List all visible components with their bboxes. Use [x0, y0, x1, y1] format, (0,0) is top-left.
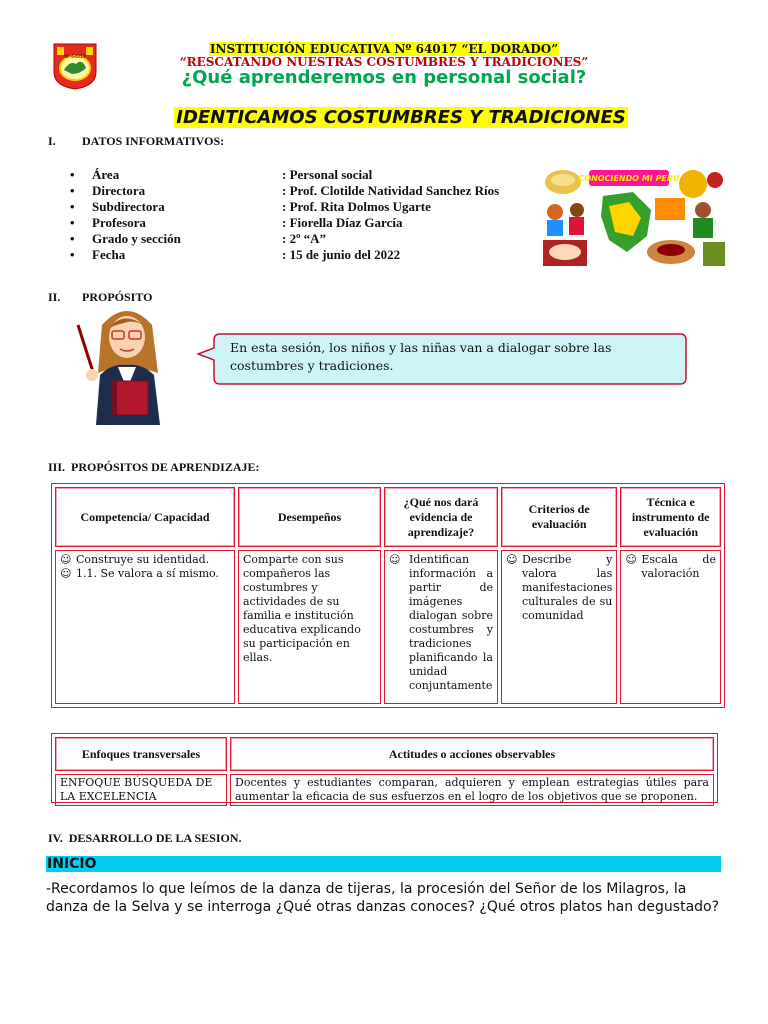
enfoque-cell: ENFOQUE BÚSQUEDA DE LA EXCELENCIA — [55, 774, 227, 806]
smiley-icon: ☺ — [625, 553, 637, 566]
list-item: • Fecha : 15 de junio del 2022 — [70, 247, 401, 262]
list-item: • Subdirectora : Prof. Rita Dolmos Ugarte — [70, 199, 431, 214]
svg-text:Nº 64017: Nº 64017 — [64, 55, 86, 60]
peru-culture-collage — [543, 166, 725, 266]
section-4-heading: IV. DESARROLLO DE LA SESION. — [48, 831, 242, 845]
table-header: Técnica e instrumento de evaluación — [620, 487, 721, 547]
inicio-paragraph: -Recordamos lo que leímos de la danza de tijeras, la procesión del Señor de los Milagros, la danza de la Selva y se interroga ¿Qué otras danzas conoces? ¿Qué otros platos han degustado? — [46, 881, 720, 915]
svg-text:CONOCIENDO MI PERÚ: CONOCIENDO MI PERÚ — [578, 174, 680, 183]
table-header-row — [55, 487, 721, 547]
table-header: Criterios de evaluación — [501, 487, 617, 547]
list-item: • Área : Personal social — [70, 167, 373, 182]
section-1-heading: I. DATOS INFORMATIVOS: — [48, 134, 225, 148]
school-slogan: “RESCATANDO NUESTRAS COSTUMBRES Y TRADICIONES” — [179, 55, 589, 69]
purpose-text: En esta sesión, los niños y las niñas van a dialogar sobre las costumbres y tradiciones. — [230, 340, 612, 373]
section-2-heading: II. PROPÓSITO — [48, 290, 153, 304]
tecnica-cell: ☺ Escala de valoración — [620, 550, 721, 704]
informative-data-list — [70, 167, 540, 263]
transversal-approaches-table — [51, 733, 718, 803]
table-header: Desempeños — [238, 487, 381, 547]
table-header: Actitudes o acciones observables — [230, 737, 714, 771]
table-row — [55, 550, 721, 704]
table-header: Competencia/ Capacidad — [55, 487, 235, 547]
list-item: • Grado y sección : 2º “A” — [70, 231, 327, 246]
table-header-row — [55, 737, 714, 771]
table-row — [55, 774, 714, 806]
school-name: INSTITUCIÓN EDUCATIVA Nº 64017 “EL DORADO” — [209, 42, 559, 56]
section-3-heading: III. PROPÓSITOS DE APRENDIZAJE: — [48, 460, 260, 474]
smiley-icon: ☺ — [60, 553, 72, 566]
smiley-icon: ☺ — [60, 567, 72, 580]
session-title: IDENTICAMOS COSTUMBRES Y TRADICIONES — [176, 107, 626, 128]
table-header: ¿Qué nos dará evidencia de aprendizaje? — [384, 487, 498, 547]
teacher-illustration — [72, 303, 182, 425]
table-header: Enfoques transversales — [55, 737, 227, 771]
desempeno-cell: Comparte con sus compañeros las costumbres y actividades de su familia e institución educativa explicando su participación en ellas. — [238, 550, 381, 704]
inicio-banner: INICIO — [46, 856, 721, 872]
session-question: ¿Qué aprenderemos en personal social? — [181, 67, 587, 88]
criterios-cell: ☺ Describe y valora las manifestaciones culturales de su comunidad — [501, 550, 617, 704]
smiley-icon: ☺ — [506, 553, 518, 566]
list-item: • Profesora : Fiorella Díaz García — [70, 215, 403, 230]
actitud-cell: Docentes y estudiantes comparan, adquieren y emplean estrategias útiles para aumentar la eficacia de sus esfuerzos en el logro de los objetivos que se proponen. — [230, 774, 714, 806]
list-item: • Directora : Prof. Clotilde Natividad Sanchez Ríos — [70, 183, 500, 198]
smiley-icon: ☺ — [389, 553, 401, 566]
learning-purposes-table — [51, 483, 725, 708]
evidencia-cell: ☺ Identifican información a partir de imágenes dialogan sobre costumbres y tradiciones planificando la unidad conjuntamente — [384, 550, 498, 704]
competencia-cell: ☺ Construye su identidad. ☺ 1.1. Se valora a sí mismo. — [55, 550, 235, 704]
